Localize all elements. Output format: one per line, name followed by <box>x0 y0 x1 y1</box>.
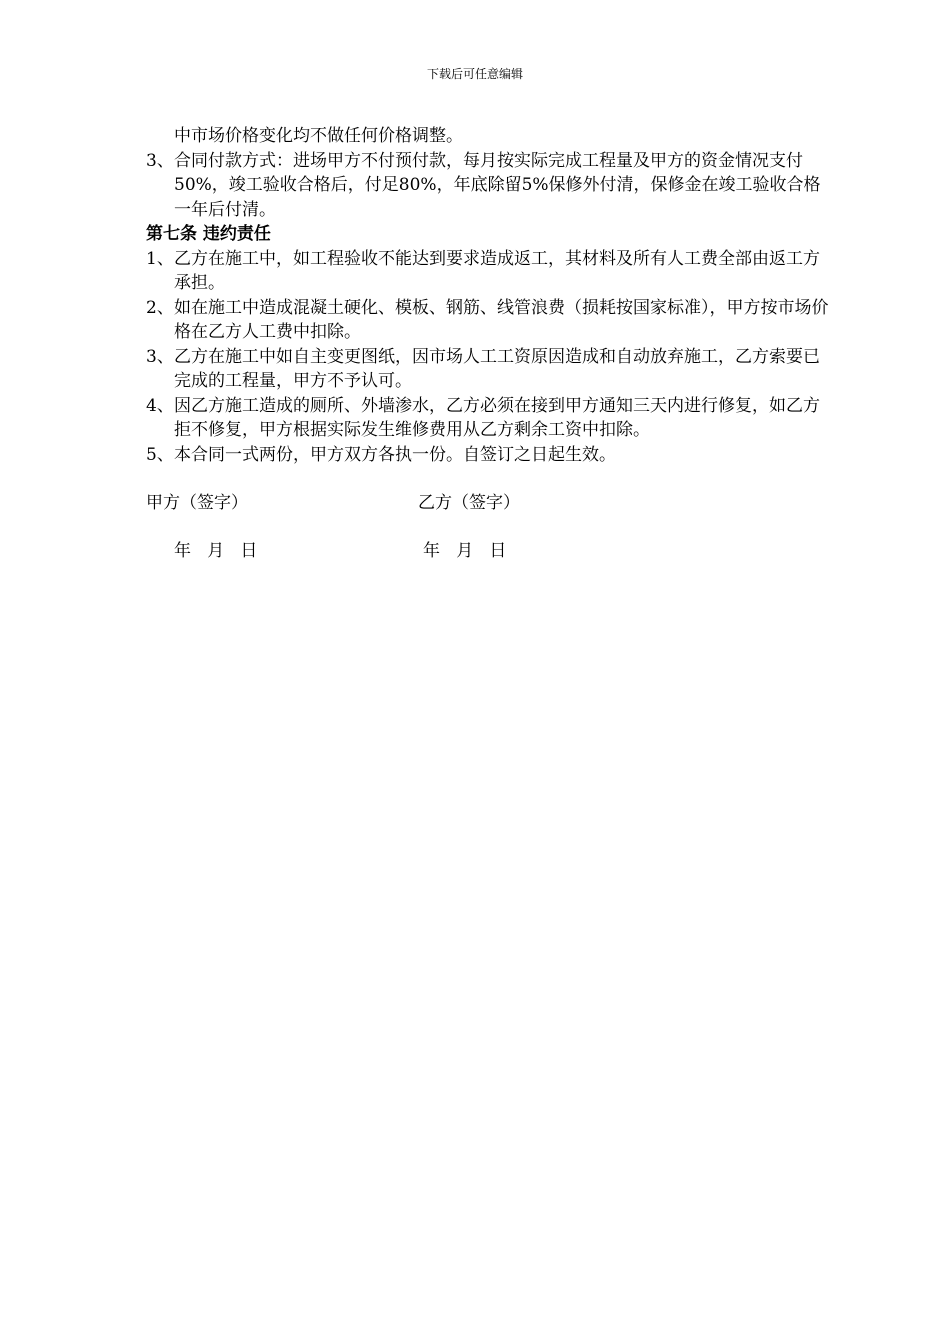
item-text: 乙方在施工中，如工程验收不能达到要求造成返工，其材料及所有人工费全部由返工方承担。 <box>174 248 820 293</box>
party-b-date: 年 月 日 <box>423 541 507 561</box>
item-text: 如在施工中造成混凝土硬化、模板、钢筋、线管浪费（损耗按国家标准），甲方按市场价格在乙方人工费中扣除。 <box>174 297 829 342</box>
document-body <box>146 124 836 563</box>
list-item <box>146 247 836 296</box>
clause-text: 合同付款方式：进场甲方不付预付款，每月按实际完成工程量及甲方的资金情况支付50%，竣工验收合格后，付足80%，年底除留5%保修外付清，保修金在竣工验收合格一年后付清。 <box>174 150 821 220</box>
date-row <box>146 539 836 563</box>
party-a-signature-label: 甲方（签字） <box>146 493 248 513</box>
party-a-date: 年 月 日 <box>174 541 258 561</box>
list-item <box>146 345 836 394</box>
section-title: 第七条 违约责任 <box>146 224 271 244</box>
item-number: 4、 <box>146 395 174 416</box>
list-item <box>146 394 836 443</box>
list-item <box>146 443 836 468</box>
page-header: 下载后可任意编辑 <box>426 67 523 81</box>
payment-clause <box>146 149 836 223</box>
continuation-line: 中市场价格变化均不做任何价格调整。 <box>174 126 463 146</box>
clause-number: 3、 <box>146 150 174 171</box>
item-text: 因乙方施工造成的厕所、外墙渗水，乙方必须在接到甲方通知三天内进行修复，如乙方拒不修复，甲方根据实际发生维修费用从乙方剩余工资中扣除。 <box>174 395 820 440</box>
party-b-signature-label: 乙方（签字） <box>418 493 520 513</box>
item-number: 1、 <box>146 248 174 269</box>
item-number: 5、 <box>146 444 174 465</box>
list-item <box>146 296 836 345</box>
item-number: 2、 <box>146 297 174 318</box>
signature-row <box>146 491 836 515</box>
item-text: 乙方在施工中如自主变更图纸，因市场人工工资原因造成和自动放弃施工，乙方索要已完成的工程量，甲方不予认可。 <box>174 346 820 391</box>
item-number: 3、 <box>146 346 174 367</box>
item-text: 本合同一式两份，甲方双方各执一份。自签订之日起生效。 <box>174 444 616 465</box>
